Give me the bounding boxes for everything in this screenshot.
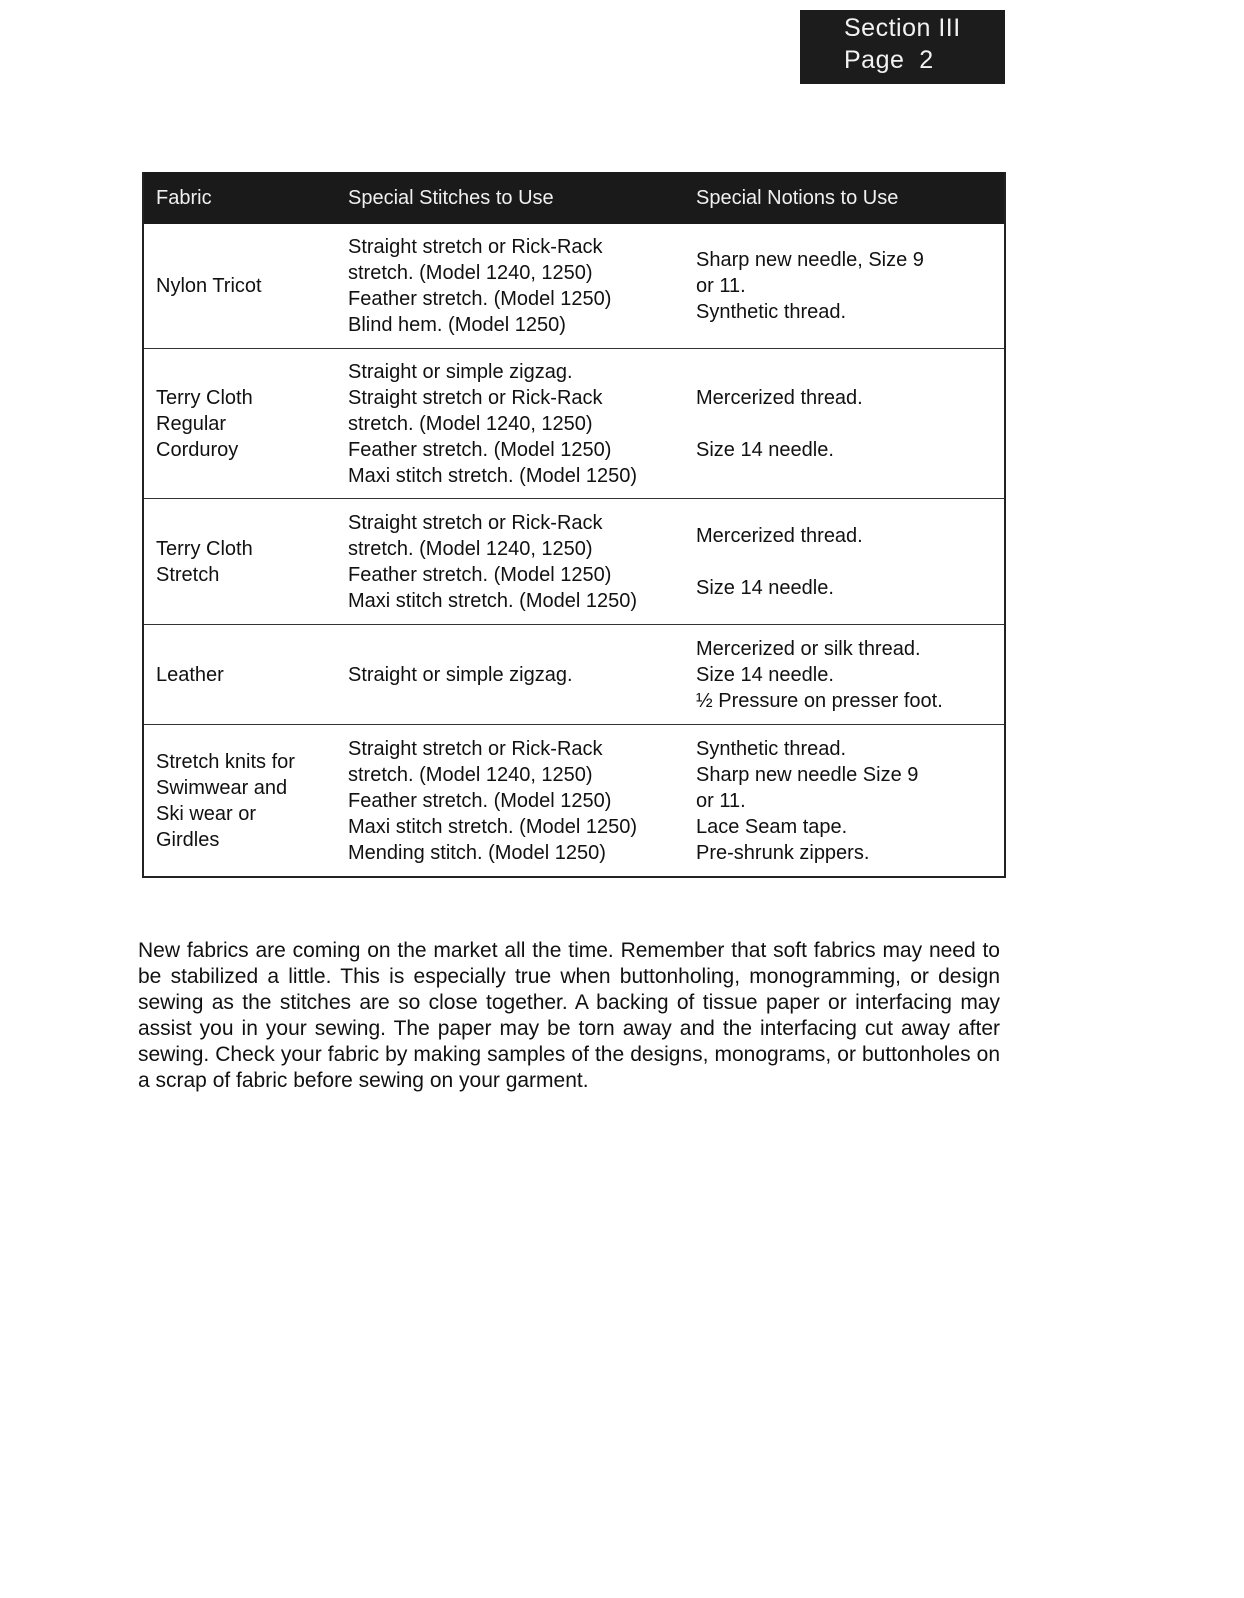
fabric-cell [144, 536, 336, 588]
stitches-cell [336, 662, 684, 688]
cell-line: Terry Cloth [156, 386, 253, 409]
page-number: 2 [919, 46, 934, 74]
cell-line: Straight stretch or Rick-Rack [348, 236, 603, 258]
header-notions: Special Notions to Use [696, 186, 899, 209]
notions-cell [684, 247, 1000, 325]
header-stitches: Special Stitches to Use [348, 186, 554, 209]
cell-line: Mercerized thread. [696, 386, 863, 409]
cell-line: Terry Cloth [156, 537, 253, 560]
cell-line: Feather stretch. (Model 1250) [348, 288, 612, 310]
cell-line: Straight stretch or Rick-Rack [348, 386, 603, 409]
page-label: Page [844, 46, 905, 74]
section-line [844, 12, 1005, 44]
fabric-table [142, 172, 1006, 878]
header-fabric: Fabric [156, 186, 212, 209]
body-paragraph: New fabrics are coming on the market all the time. Remember that soft fabrics may need to be stabilized a little. This is especially true when buttonholing, monogramming, or design sewing as the stitches are so close together. A backing of tissue paper or interfacing may assist you in your sewing. The paper may be torn away and the interfacing cut away after sewing. Check your fabric by making samples of the designs, monograms, or buttonholes on a scrap of fabric before sewing on your garment. [138, 939, 1000, 1092]
cell-line: Straight or simple zigzag. [348, 663, 573, 686]
cell-line: Synthetic thread. [696, 737, 847, 760]
cell-line: Mercerized or silk thread. [696, 637, 921, 660]
stitches-cell [336, 510, 684, 614]
cell-line: Pre-shrunk zippers. [696, 841, 870, 864]
cell-line: Lace Seam tape. [696, 815, 848, 838]
cell-line: stretch. (Model 1240, 1250) [348, 262, 593, 284]
cell-line: Maxi stitch stretch. (Model 1250) [348, 815, 637, 838]
section-page-badge [800, 10, 1005, 84]
cell-line: Feather stretch. (Model 1250) [348, 563, 612, 586]
fabric-cell [144, 385, 336, 463]
cell-line: stretch. (Model 1240, 1250) [348, 763, 593, 786]
notions-cell [684, 385, 1000, 463]
cell-line: Maxi stitch stretch. (Model 1250) [348, 464, 637, 487]
cell-line: Corduroy [156, 438, 239, 461]
cell-line: or 11. [696, 275, 746, 297]
fabric-cell [144, 749, 336, 853]
section-label: Section [844, 14, 931, 42]
cell-line: Maxi stitch stretch. (Model 1250) [348, 589, 637, 612]
fabric-cell [144, 662, 336, 688]
table-row [144, 724, 1004, 876]
stitches-cell [336, 736, 684, 866]
cell-line: Straight stretch or Rick-Rack [348, 737, 603, 760]
cell-line [696, 411, 1000, 437]
cell-line: Synthetic thread. [696, 301, 847, 323]
cell-line: stretch. (Model 1240, 1250) [348, 537, 593, 560]
cell-line: Girdles [156, 828, 220, 851]
table-row [144, 624, 1004, 724]
cell-line: Feather stretch. (Model 1250) [348, 789, 612, 812]
cell-line: Sharp new needle, Size 9 [696, 249, 924, 271]
table-header [144, 172, 1004, 224]
fabric-cell [144, 273, 336, 299]
cell-line: Feather stretch. (Model 1250) [348, 438, 612, 461]
cell-line: stretch. (Model 1240, 1250) [348, 412, 593, 435]
cell-line: ½ Pressure on presser foot. [696, 689, 943, 712]
cell-line: Size 14 needle. [696, 438, 834, 461]
cell-line: Size 14 needle. [696, 576, 834, 599]
stitches-cell [336, 359, 684, 489]
cell-line: Regular [156, 412, 227, 435]
stitches-cell [336, 234, 684, 338]
notions-cell [684, 523, 1000, 601]
table-row [144, 498, 1004, 624]
cell-line [696, 549, 1000, 575]
cell-line: Nylon Tricot [156, 275, 262, 297]
cell-line: Size 14 needle. [696, 663, 834, 686]
cell-line: Sharp new needle Size 9 [696, 763, 919, 786]
cell-line: Leather [156, 663, 224, 686]
page-line [844, 44, 1005, 76]
section-number: III [938, 14, 961, 42]
notions-cell [684, 636, 1000, 714]
table-row [144, 348, 1004, 498]
cell-line: Stretch [156, 563, 220, 586]
cell-line: Mercerized thread. [696, 524, 863, 547]
cell-line: Blind hem. (Model 1250) [348, 314, 566, 336]
cell-line: Ski wear or [156, 802, 257, 825]
cell-line: or 11. [696, 789, 746, 812]
cell-line: Stretch knits for [156, 750, 295, 773]
cell-line: Mending stitch. (Model 1250) [348, 841, 606, 864]
notions-cell [684, 736, 1000, 866]
cell-line: Swimwear and [156, 776, 288, 799]
table-body [144, 224, 1004, 876]
cell-line: Straight stretch or Rick-Rack [348, 511, 603, 534]
cell-line: Straight or simple zigzag. [348, 360, 573, 383]
table-row [144, 224, 1004, 348]
